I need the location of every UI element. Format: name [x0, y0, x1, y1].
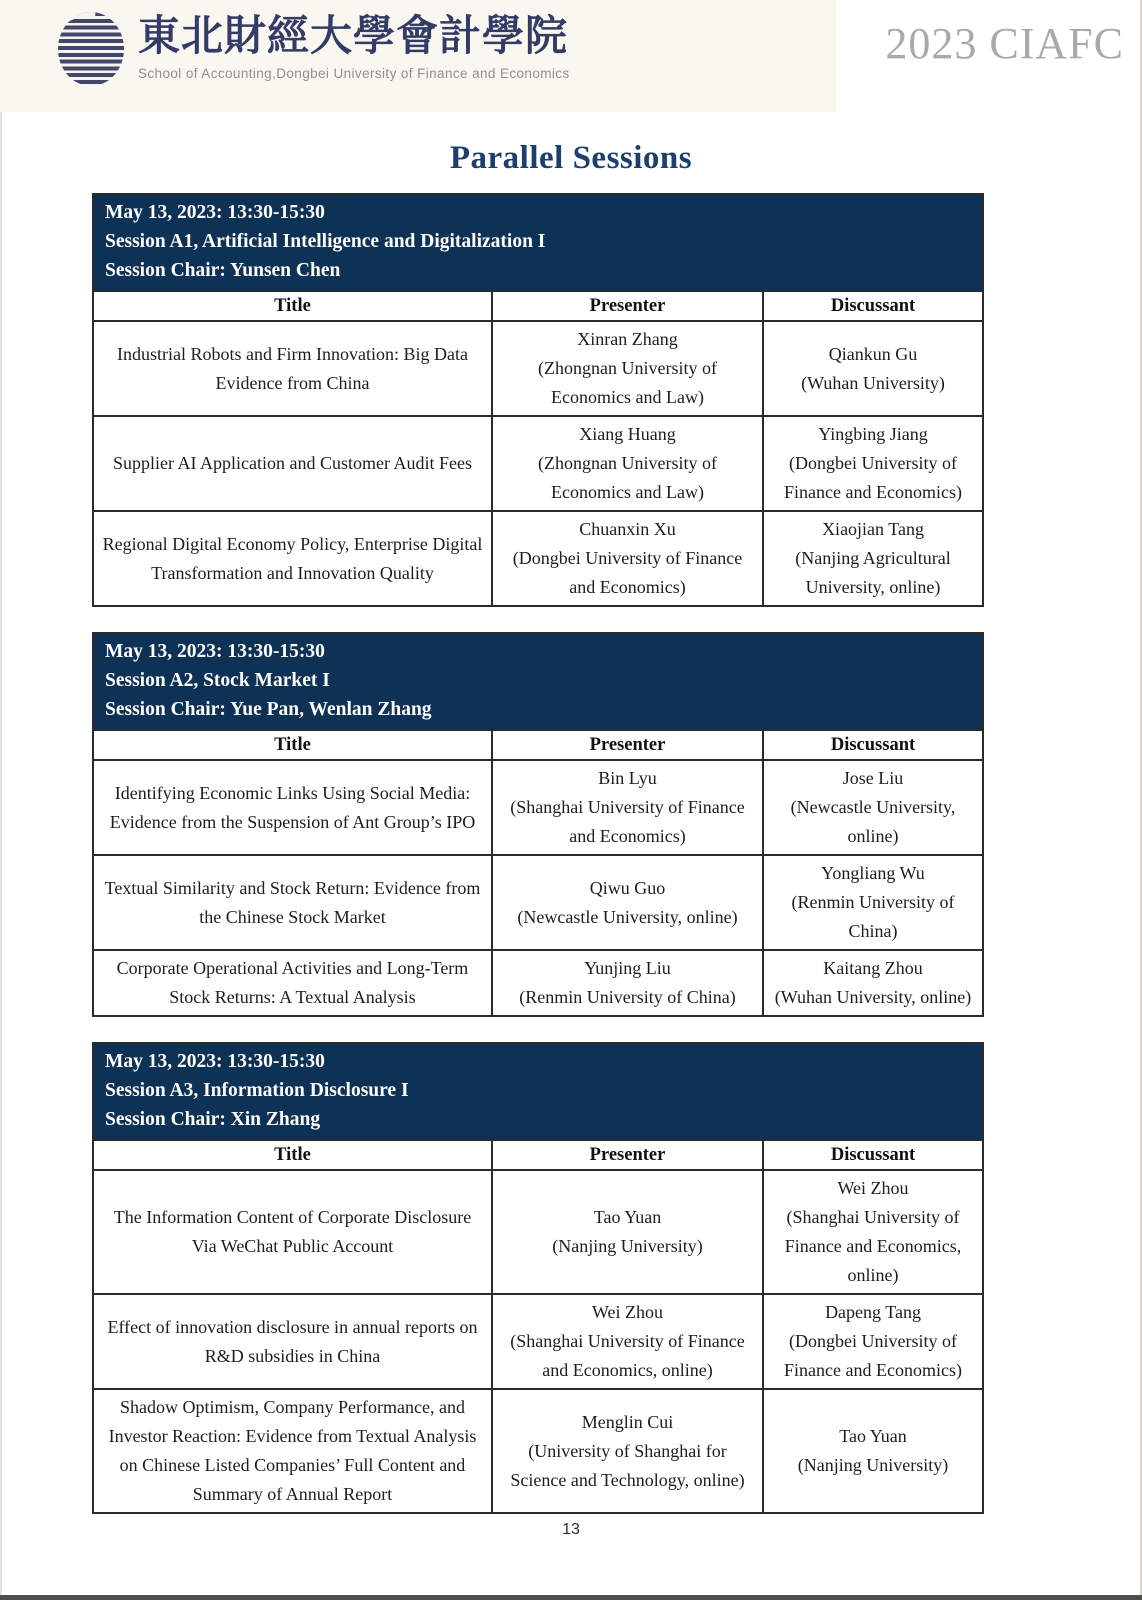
event-label: 2023 CIAFC	[885, 19, 1124, 68]
paper-row	[93, 416, 983, 511]
discussant-name: Kaitang Zhou	[823, 958, 923, 978]
column-header-row	[93, 291, 983, 321]
paper-title: The Information Content of Corporate Disclosure Via WeChat Public Account	[93, 1170, 492, 1294]
discussant-affiliation: (Newcastle University, online)	[790, 797, 956, 846]
presenter-cell	[492, 511, 763, 606]
paper-title: Textual Similarity and Stock Return: Evidence from the Chinese Stock Market	[93, 855, 492, 950]
session-title: Session A2, Stock Market I	[105, 670, 330, 691]
presenter-cell	[492, 760, 763, 855]
discussant-affiliation: (Nanjing University)	[797, 1455, 949, 1475]
presenter-cell	[492, 1389, 763, 1513]
column-header-title: Title	[93, 730, 492, 760]
presenter-affiliation: (Shanghai University of Finance and Economics, online)	[510, 1331, 745, 1380]
presenter-affiliation: (University of Shanghai for Science and Technology, online)	[510, 1440, 745, 1490]
session-header	[93, 1043, 983, 1140]
discussant-affiliation: (Dongbei University of Finance and Economics)	[784, 453, 962, 502]
discussant-affiliation: (Dongbei University of Finance and Economics)	[784, 1331, 962, 1380]
university-logo	[58, 12, 570, 86]
presenter-name: Xinran Zhang	[577, 329, 678, 349]
discussant-name: Dapeng Tang	[825, 1302, 921, 1322]
discussant-affiliation: (Nanjing Agricultural University, online)	[795, 548, 951, 597]
paper-title: Shadow Optimism, Company Performance, and Investor Reaction: Evidence from Textual Analysis on Chinese Listed Companies’ Full Content and Summary of Annual Report	[93, 1389, 492, 1513]
paper-title: Identifying Economic Links Using Social Media: Evidence from the Suspension of Ant Group’s IPO	[93, 760, 492, 855]
session-header-row	[93, 194, 983, 291]
page-number: 13	[562, 1521, 580, 1538]
logo-text-block	[138, 12, 570, 81]
paper-title: Corporate Operational Activities and Long-Term Stock Returns: A Textual Analysis	[93, 950, 492, 1016]
session-header	[93, 194, 983, 291]
presenter-affiliation: (Dongbei University of Finance and Economics)	[512, 548, 743, 597]
session-header-row	[93, 1043, 983, 1140]
paper-row	[93, 760, 983, 855]
session-title: Session A3, Information Disclosure I	[105, 1080, 409, 1101]
presenter-cell	[492, 1294, 763, 1389]
discussant-affiliation: (Wuhan University, online)	[774, 987, 972, 1007]
session-chair: Session Chair: Xin Zhang	[105, 1109, 321, 1130]
presenter-cell	[492, 321, 763, 416]
discussant-affiliation: (Shanghai University of Finance and Economics, online)	[784, 1207, 962, 1285]
discussant-affiliation: (Wuhan University)	[801, 372, 945, 393]
paper-row	[93, 321, 983, 416]
globe-icon	[58, 12, 124, 86]
session-title: Session A1, Artificial Intelligence and Digitalization I	[105, 231, 546, 252]
discussant-cell	[763, 416, 983, 511]
discussant-name: Yongliang Wu	[821, 863, 925, 883]
presenter-name: Wei Zhou	[591, 1302, 664, 1322]
session-header	[93, 633, 983, 730]
discussant-cell	[763, 321, 983, 416]
paper-title: Effect of innovation disclosure in annual reports on R&D subsidies in China	[93, 1294, 492, 1389]
column-header-title: Title	[93, 291, 492, 321]
session-table-a3	[92, 1042, 984, 1514]
session-datetime: May 13, 2023: 13:30-15:30	[105, 1051, 325, 1072]
column-header-row	[93, 730, 983, 760]
presenter-name: Tao Yuan	[593, 1207, 662, 1227]
session-chair: Session Chair: Yunsen Chen	[105, 260, 341, 281]
next-page-edge	[0, 1595, 1142, 1600]
discussant-cell	[763, 760, 983, 855]
presenter-name: Menglin Cui	[581, 1411, 674, 1432]
paper-row	[93, 1170, 983, 1294]
paper-row	[93, 1389, 983, 1513]
presenter-affiliation: (Newcastle University, online)	[517, 906, 738, 927]
column-header-title: Title	[93, 1140, 492, 1170]
paper-row	[93, 855, 983, 950]
logo-english-subtitle: School of Accounting,Dongbei University of Finance and Economics	[138, 66, 570, 81]
discussant-cell	[763, 1170, 983, 1294]
paper-title: Industrial Robots and Firm Innovation: Big Data Evidence from China	[93, 321, 492, 416]
column-header-discussant: Discussant	[763, 291, 983, 321]
column-header-presenter: Presenter	[492, 1140, 763, 1170]
presenter-cell	[492, 416, 763, 511]
column-header-row	[93, 1140, 983, 1170]
discussant-name: Wei Zhou	[837, 1178, 909, 1198]
column-header-discussant: Discussant	[763, 1140, 983, 1170]
presenter-affiliation: (Nanjing University)	[552, 1236, 703, 1256]
presenter-cell	[492, 950, 763, 1016]
discussant-name: Qiankun Gu	[828, 343, 918, 364]
paper-row	[93, 511, 983, 606]
presenter-name: Xiang Huang	[579, 424, 676, 444]
column-header-discussant: Discussant	[763, 730, 983, 760]
logo-chinese-title: 東北財經大學會計學院	[138, 14, 569, 60]
presenter-name: Bin Lyu	[598, 768, 657, 788]
discussant-cell	[763, 950, 983, 1016]
presenter-name: Qiwu Guo	[589, 877, 666, 898]
presenter-cell	[492, 1170, 763, 1294]
session-table-a2	[92, 632, 984, 1017]
presenter-name: Yunjing Liu	[584, 958, 671, 978]
discussant-cell	[763, 855, 983, 950]
paper-row	[93, 950, 983, 1016]
session-datetime: May 13, 2023: 13:30-15:30	[105, 641, 325, 662]
discussant-cell	[763, 511, 983, 606]
discussant-name: Xiaojian Tang	[822, 519, 924, 539]
page-header	[0, 0, 1142, 112]
presenter-affiliation: (Renmin University of China)	[519, 987, 736, 1007]
discussant-name: Jose Liu	[842, 768, 904, 788]
presenter-affiliation: (Zhongnan University of Economics and Law)	[538, 358, 717, 407]
paper-row	[93, 1294, 983, 1389]
discussant-cell	[763, 1294, 983, 1389]
page-edge-left	[0, 0, 2, 1600]
presenter-affiliation: (Shanghai University of Finance and Economics)	[510, 797, 745, 846]
presenter-cell	[492, 855, 763, 950]
paper-title: Supplier AI Application and Customer Audit Fees	[93, 416, 492, 511]
presenter-name: Chuanxin Xu	[579, 519, 676, 539]
session-chair: Session Chair: Yue Pan, Wenlan Zhang	[105, 699, 432, 720]
paper-title: Regional Digital Economy Policy, Enterprise Digital Transformation and Innovation Quality	[93, 511, 492, 606]
page-title: Parallel Sessions	[449, 140, 693, 176]
discussant-affiliation: (Renmin University of China)	[791, 892, 955, 941]
discussant-name: Yingbing Jiang	[818, 424, 928, 444]
column-header-presenter: Presenter	[492, 730, 763, 760]
discussant-name: Tao Yuan	[839, 1426, 907, 1446]
discussant-cell	[763, 1389, 983, 1513]
presenter-affiliation: (Zhongnan University of Economics and Law)	[538, 453, 717, 502]
session-table-a1	[92, 193, 984, 607]
session-datetime: May 13, 2023: 13:30-15:30	[105, 202, 325, 223]
column-header-presenter: Presenter	[492, 291, 763, 321]
session-header-row	[93, 633, 983, 730]
